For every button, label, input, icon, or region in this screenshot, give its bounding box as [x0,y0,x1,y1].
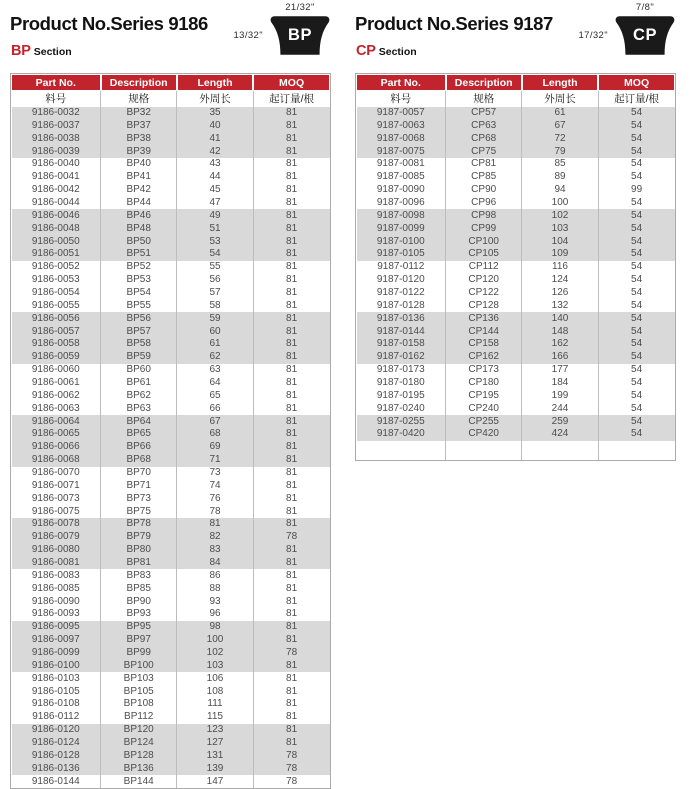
table-row: 9187-0096 CP96 100 54 [357,197,675,210]
subheader-moq: 起订量/根 [253,91,329,107]
table-row: 9186-0041 BP41 44 81 [12,171,330,184]
table-row: 9186-0070 BP70 73 81 [12,467,330,480]
page-title: Product No.Series 9186 [10,13,208,34]
table-empty-footer-row [357,441,675,460]
belt-side-dimension: 13/32" [233,30,263,41]
series-9187-section [355,0,676,778]
belt-diagram [556,2,676,57]
table-row: 9186-0112 BP112 115 81 [12,711,330,724]
table-row: 9186-0038 BP38 41 81 [12,132,330,145]
col-header-moq: MOQ [598,75,674,91]
table-row: 9187-0068 CP68 72 54 [357,132,675,145]
table-row: 9187-0240 CP240 244 54 [357,402,675,415]
section-header [10,0,331,73]
product-table-9186 [10,73,331,789]
table-row: 9187-0180 CP180 184 54 [357,377,675,390]
table-row: 9186-0081 BP81 84 81 [12,557,330,570]
table-row: 9186-0044 BP44 47 81 [12,197,330,210]
subheader-description: 规格 [101,91,177,107]
belt-diagram [211,2,331,57]
table-row: 9187-0162 CP162 166 54 [357,351,675,364]
product-table-9187 [355,73,676,461]
belt-label: CP [633,25,657,44]
table-row: 9186-0128 BP128 131 78 [12,749,330,762]
v-belt-cross-section-icon [269,14,331,57]
table-row: 9186-0068 BP68 71 81 [12,454,330,467]
table-row: 9187-0098 CP98 102 54 [357,209,675,222]
table-row: 9186-0105 BP105 108 81 [12,685,330,698]
table-row: 9186-0046 BP46 49 81 [12,209,330,222]
section-code: CP [356,43,376,59]
table-row: 9186-0058 BP58 61 81 [12,338,330,351]
table-header-row [12,75,330,91]
subheader-length: 外周长 [177,91,253,107]
table-row: 9186-0064 BP64 67 81 [12,415,330,428]
table-header-row [357,75,675,91]
col-header-length: Length [522,75,598,91]
table-row: 9186-0039 BP39 42 81 [12,145,330,158]
table-row: 9186-0103 BP103 106 81 [12,672,330,685]
table-row: 9186-0144 BP144 147 78 [12,775,330,788]
table-row: 9186-0040 BP40 43 81 [12,158,330,171]
table-row: 9186-0108 BP108 111 81 [12,698,330,711]
table-row: 9187-0099 CP99 103 54 [357,222,675,235]
table-row: 9187-0122 CP122 126 54 [357,287,675,300]
table-row: 9187-0120 CP120 124 54 [357,274,675,287]
table-row: 9186-0095 BP95 98 81 [12,621,330,634]
table-row: 9186-0055 BP55 58 81 [12,299,330,312]
table-row: 9186-0099 BP99 102 78 [12,647,330,660]
table-row: 9187-0144 CP144 148 54 [357,325,675,338]
table-row: 9187-0195 CP195 199 54 [357,389,675,402]
col-header-part-no: Part No. [357,75,446,91]
col-header-description: Description [101,75,177,91]
table-row: 9187-0090 CP90 94 99 [357,184,675,197]
table-row: 9186-0060 BP60 63 81 [12,364,330,377]
table-row: 9186-0056 BP56 59 81 [12,312,330,325]
table-row: 9186-0071 BP71 74 81 [12,479,330,492]
table-row: 9186-0093 BP93 96 81 [12,608,330,621]
v-belt-cross-section-icon [614,14,676,57]
subheader-moq: 起订量/根 [598,91,674,107]
subheader-part-no: 料号 [12,91,101,107]
table-row: 9186-0052 BP52 55 81 [12,261,330,274]
table-row: 9186-0059 BP59 62 81 [12,351,330,364]
table-row: 9186-0061 BP61 64 81 [12,377,330,390]
table-row: 9187-0100 CP100 104 54 [357,235,675,248]
table-row: 9186-0063 BP63 66 81 [12,402,330,415]
table-row: 9186-0048 BP48 51 81 [12,222,330,235]
series-9186-section [10,0,331,787]
table-subheader-row [12,91,330,107]
col-header-description: Description [446,75,522,91]
table-row: 9186-0057 BP57 60 81 [12,325,330,338]
table-row: 9187-0081 CP81 85 54 [357,158,675,171]
table-row: 9187-0085 CP85 89 54 [357,171,675,184]
table-row: 9186-0078 BP78 81 81 [12,518,330,531]
section-word: Section [378,46,417,58]
belt-side-dimension: 17/32" [578,30,608,41]
table-row: 9187-0158 CP158 162 54 [357,338,675,351]
belt-row [556,14,676,57]
table-row: 9187-0128 CP128 132 54 [357,299,675,312]
table-row: 9186-0075 BP75 78 81 [12,505,330,518]
table-row: 9186-0054 BP54 57 81 [12,287,330,300]
col-header-moq: MOQ [253,75,329,91]
section-word: Section [33,46,72,58]
section-header [355,0,676,73]
table-row: 9186-0066 BP66 69 81 [12,441,330,454]
table-row: 9186-0136 BP136 139 78 [12,762,330,775]
table-row: 9186-0032 BP32 35 81 [12,107,330,120]
table-row: 9187-0420 CP420 424 54 [357,428,675,441]
table-row: 9186-0100 BP100 103 81 [12,659,330,672]
table-row: 9187-0057 CP57 61 54 [357,107,675,120]
table-row: 9187-0112 CP112 116 54 [357,261,675,274]
col-header-length: Length [177,75,253,91]
table-row: 9186-0065 BP65 68 81 [12,428,330,441]
table-row: 9186-0053 BP53 56 81 [12,274,330,287]
table-row: 9186-0080 BP80 83 81 [12,544,330,557]
section-label [356,42,417,60]
table-subheader-row [357,91,675,107]
page-title: Product No.Series 9187 [355,13,553,34]
belt-label: BP [288,25,312,44]
table-row: 9186-0037 BP37 40 81 [12,119,330,132]
belt-top-dimension: 21/32" [285,2,315,13]
table-row: 9187-0105 CP105 109 54 [357,248,675,261]
col-header-part-no: Part No. [12,75,101,91]
table-row: 9186-0085 BP85 88 81 [12,582,330,595]
table-row: 9186-0079 BP79 82 78 [12,531,330,544]
subheader-description: 规格 [446,91,522,107]
table-row: 9186-0083 BP83 86 81 [12,569,330,582]
table-row: 9187-0173 CP173 177 54 [357,364,675,377]
belt-row [211,14,331,57]
section-code: BP [11,43,31,59]
subheader-length: 外周长 [522,91,598,107]
subheader-part-no: 料号 [357,91,446,107]
table-row: 9187-0136 CP136 140 54 [357,312,675,325]
table-row: 9186-0090 BP90 93 81 [12,595,330,608]
belt-top-dimension: 7/8" [635,2,655,13]
table-row: 9186-0050 BP50 53 81 [12,235,330,248]
table-row: 9186-0097 BP97 100 81 [12,634,330,647]
table-row: 9186-0073 BP73 76 81 [12,492,330,505]
table-row: 9186-0120 BP120 123 81 [12,724,330,737]
table-row: 9187-0255 CP255 259 54 [357,415,675,428]
table-row: 9186-0051 BP51 54 81 [12,248,330,261]
table-row: 9186-0124 BP124 127 81 [12,737,330,750]
table-row: 9186-0062 BP62 65 81 [12,389,330,402]
table-row: 9186-0042 BP42 45 81 [12,184,330,197]
section-label [11,42,72,60]
table-row: 9187-0063 CP63 67 54 [357,119,675,132]
table-row: 9187-0075 CP75 79 54 [357,145,675,158]
